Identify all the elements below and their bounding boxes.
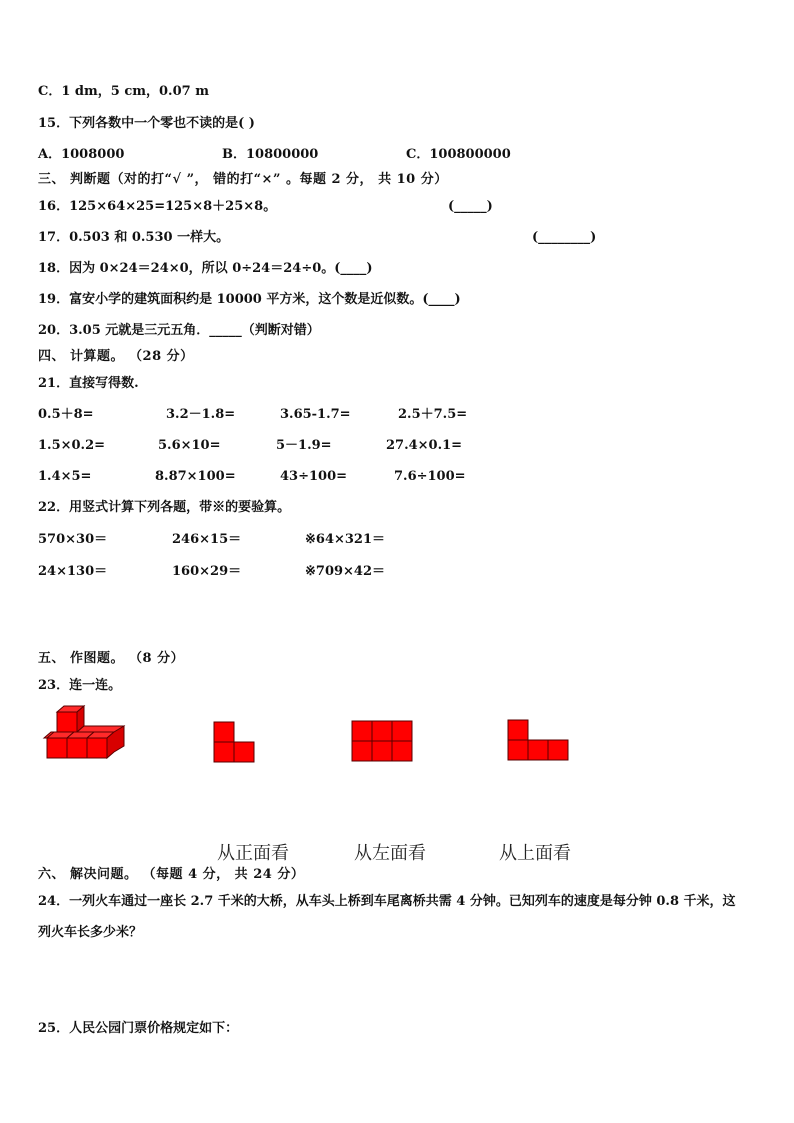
q21-item: 1.5×0.2= [38,438,106,453]
cube-stack-figure [44,706,128,770]
q21-item: 3.2－1.8= [166,407,236,422]
view-square [372,741,392,761]
q22-item: 570×30＝ [38,532,108,547]
section-6-heading: 六、 解决问题。 （每题 4 分， 共 24 分） [38,867,305,882]
cube-face [67,738,87,758]
q15-option-c: C．100800000 [406,147,511,162]
q22-item: ※709×42＝ [305,564,386,579]
q21-item: 5.6×10= [158,438,221,453]
view-label-front: 从正面看 [217,843,289,864]
q24-stem-line1: 24．一列火车通过一座长 2.7 千米的大桥，从车头上桥到车尾离桥共需 4 分钟。已知列车的速度是每分钟 0.8 千米，这 [38,894,736,909]
q22-stem: 22．用竖式计算下列各题，带※的要验算。 [38,500,291,515]
view-label-left: 从左面看 [354,843,426,864]
q22-item: ※64×321＝ [305,532,386,547]
q16-stem: 16．125×64×25=125×8＋25×8。 [38,199,277,214]
cube-face [57,712,77,732]
q22-item: 24×130＝ [38,564,108,579]
q22-item: 246×15＝ [172,532,242,547]
q23-stem: 23．连一连。 [38,678,122,693]
q20-stem: 20．3.05 元就是三元五角．_____（判断对错） [38,323,320,338]
q18-stem: 18．因为 0×24＝24×0，所以 0÷24＝24÷0。(____) [38,261,373,276]
view-shape-rect [351,720,413,762]
q22-item: 160×29＝ [172,564,242,579]
view-square [214,722,234,742]
q19-stem: 19．富安小学的建筑面积约是 10000 平方米，这个数是近似数。(____) [38,292,461,307]
view-square [508,720,528,740]
q21-item: 27.4×0.1= [386,438,463,453]
q25-stem: 25．人民公园门票价格规定如下： [38,1021,239,1036]
cube-face [87,738,107,758]
view-square [352,741,372,761]
section-3-heading: 三、 判断题（对的打“√ ”， 错的打“×” 。每题 2 分， 共 10 分） [38,172,448,187]
q21-item: 1.4×5= [38,469,92,484]
view-square [234,742,254,762]
view-square [392,741,412,761]
view-square [528,740,548,760]
q21-item: 3.65-1.7= [280,407,351,422]
q21-item: 8.87×100= [155,469,236,484]
view-shape-long-l [507,719,569,761]
q21-item: 2.5＋7.5= [398,407,468,422]
q24-stem-line2: 列火车长多少米？ [38,925,143,940]
view-square [214,742,234,762]
q21-item: 0.5＋8= [38,407,94,422]
q17-stem: 17．0.503 和 0.530 一样大。 [38,230,230,245]
q14-option-c: C．1 dm，5 cm，0.07 m [38,84,209,99]
view-shape-l [213,721,255,763]
q21-stem: 21．直接写得数. [38,376,139,391]
section-4-heading: 四、 计算题。 （28 分） [38,349,194,364]
view-square [392,721,412,741]
view-square [548,740,568,760]
q17-answer-blank[interactable]: (________) [532,230,597,245]
q15-option-a: A．1008000 [38,147,125,162]
q16-answer-blank[interactable]: (_____) [448,199,493,214]
q21-item: 5－1.9= [276,438,332,453]
view-square [372,721,392,741]
view-label-top: 从上面看 [499,843,571,864]
q15-stem: 15．下列各数中一个零也不读的是( ) [38,116,255,131]
q21-item: 7.6÷100= [394,469,466,484]
q21-item: 43÷100= [280,469,348,484]
q15-option-b: B．10800000 [222,147,319,162]
view-square [352,721,372,741]
section-5-heading: 五、 作图题。 （8 分） [38,651,185,666]
view-square [508,740,528,760]
